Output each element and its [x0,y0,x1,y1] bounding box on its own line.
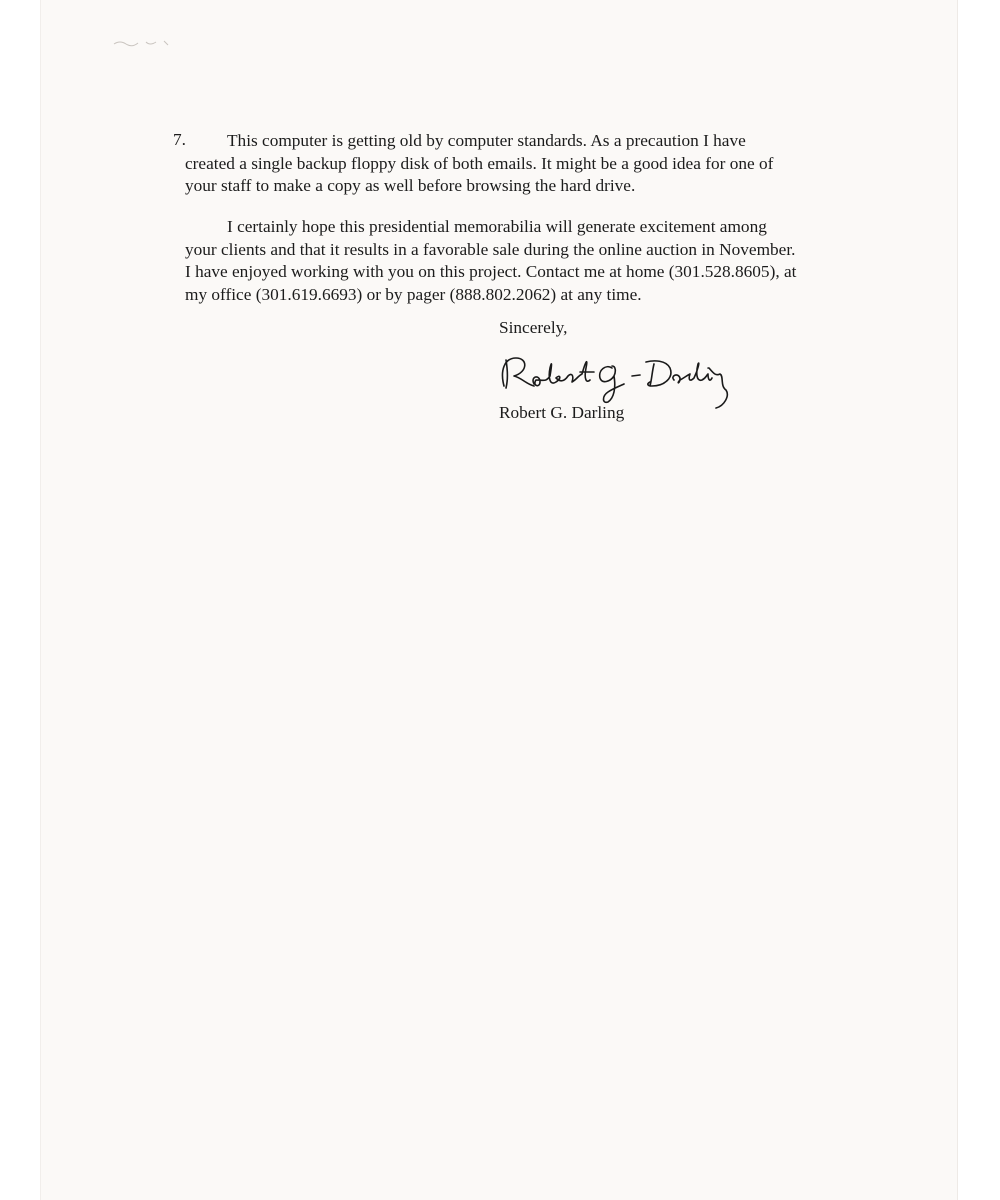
paragraph-1-line-3: your staff to make a copy as well before browsing the hard drive. [185,176,636,195]
paragraph-1-line-2: created a single backup floppy disk of both emails. It might be a good idea for one of [185,153,774,173]
closing: Sincerely, [499,318,568,337]
paragraph-2-line-1: I certainly hope this presidential memorabilia will generate excitement among [227,217,767,236]
paragraph-2-line-4: my office (301.619.6693) or by pager (888.802.2062) at any time. [185,284,642,304]
paragraph-2-line-3: I have enjoyed working with you on this project. Contact me at home (301.528.8605), at [185,262,797,281]
pencil-mark [112,36,182,50]
paragraph-2-line-2: your clients and that it results in a favorable sale during the online auction in November. [185,239,796,259]
item-number: 7. [173,130,186,149]
signer-name: Robert G. Darling [499,403,625,422]
paragraph-1-line-1: This computer is getting old by computer standards. As a precaution I have [227,131,746,150]
